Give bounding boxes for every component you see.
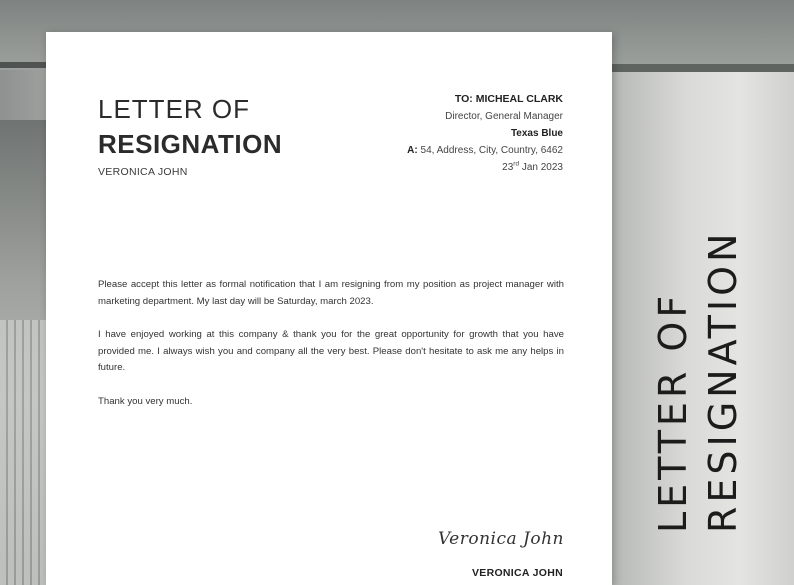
background-window	[0, 320, 46, 585]
background-rail	[612, 64, 794, 72]
letter-body	[98, 277, 564, 428]
date-rest: Jan 2023	[519, 162, 563, 173]
body-paragraph-1: Please accept this letter as formal notification that I am resigning from my position as project manager with marketing department. My last day will be Saturday, march 2023.	[98, 279, 564, 307]
side-vertical-title	[648, 230, 748, 533]
recipient-block	[407, 91, 563, 176]
date-suffix: rd	[513, 160, 520, 168]
letter-title-line2: RESIGNATION	[98, 129, 283, 159]
letter-date	[407, 159, 563, 176]
background-rail-left	[0, 62, 46, 68]
side-title-line2: RESIGNATION	[701, 229, 745, 533]
body-paragraph-3: Thank you very much.	[98, 395, 193, 407]
address-label: A:	[407, 145, 418, 156]
date-day: 23	[502, 162, 514, 173]
handwritten-signature: Veronica John	[437, 529, 564, 549]
recipient-address	[407, 142, 563, 159]
address-text: 54, Address, City, Country, 6462	[417, 145, 563, 156]
letter-page	[46, 32, 612, 585]
body-paragraph-2: I have enjoyed working at this company & thank you for the great opportunity for growth that you have provided me. I always wish you and company all the very best. Please don't hesitate to ask me any helps in future.	[98, 329, 564, 374]
signature-name: VERONICA JOHN	[471, 567, 563, 579]
recipient-position: Director, General Manager	[445, 111, 563, 122]
side-title-line1: LETTER OF	[651, 291, 695, 533]
author-name: VERONICA JOHN	[98, 166, 188, 178]
recipient-company: Texas Blue	[510, 128, 563, 139]
recipient-to: TO: MICHEAL CLARK	[454, 93, 563, 105]
letter-title-line1: LETTER OF	[98, 94, 251, 124]
